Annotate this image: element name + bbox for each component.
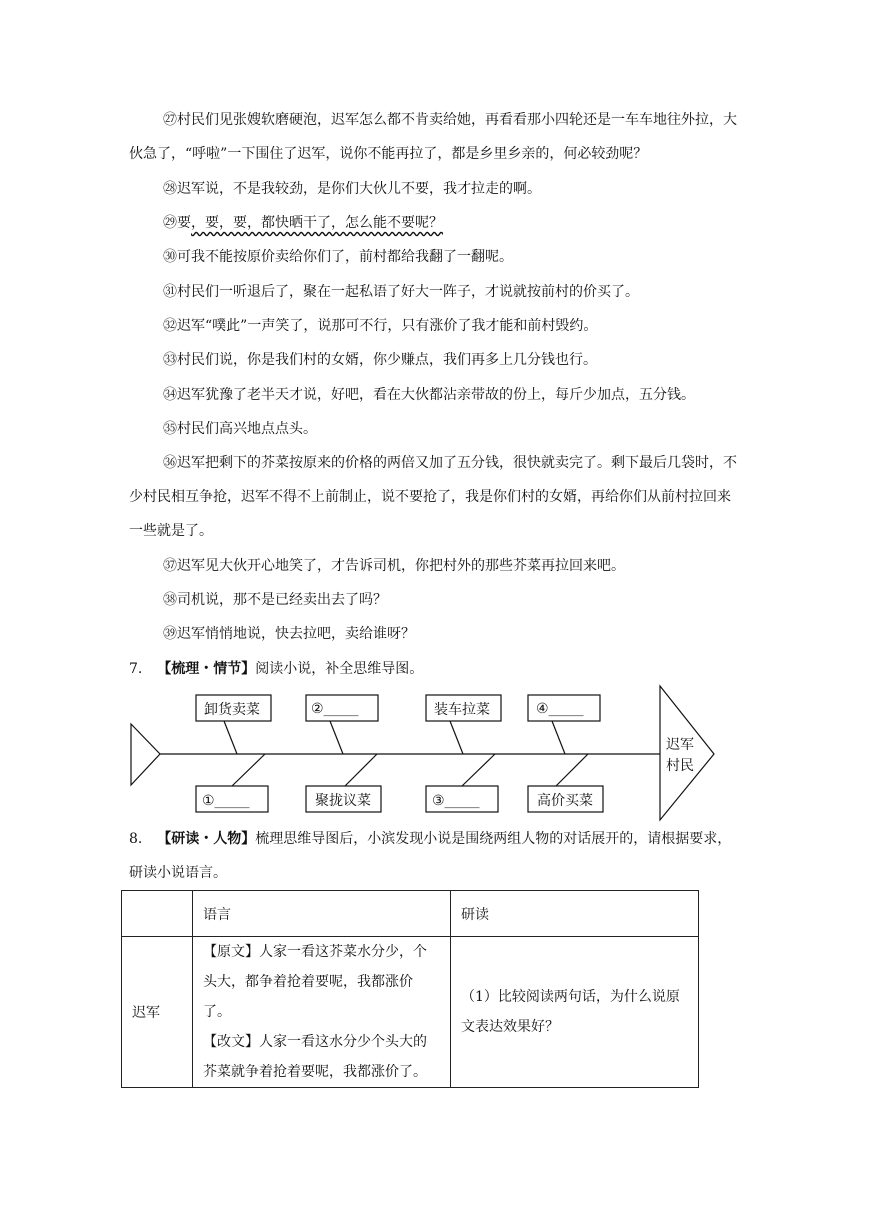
table-row — [122, 937, 699, 1088]
paragraph-33: ㉝村民们说，你是我们村的女婿，你少赚点，我们再多上几分钱也行。 — [163, 352, 597, 368]
table-row-label: 迟军 — [122, 937, 193, 1088]
paragraph-28: ㉘迟军说，不是我较劲，是你们大伙儿不要，我才拉走的啊。 — [163, 181, 541, 197]
paragraph-37: ㊲迟军见大伙开心地笑了，才告诉司机，你把村外的那些芥菜再拉回来吧。 — [163, 558, 625, 574]
question-7-text: 阅读小说，补全思维导图。 — [255, 661, 424, 677]
paragraph-27: ㉗村民们见张嫂软磨硬泡，迟军怎么都不肯卖给她，再看看那小四轮还是一车车地往外拉，大伙急了，“呼啦”一下围住了迟军，说你不能再拉了，都是乡里乡亲的，何必较劲呢？ — [129, 112, 737, 162]
question-8-text: 梳理思维导图后，小滨发现小说是围绕两组人物的对话展开的，请根据要求，研读小说语言。 — [129, 831, 732, 881]
paragraph-32: ㉜迟军“噗此”一声笑了，说那可不行，只有涨价了我才能和前村毁约。 — [163, 318, 598, 334]
paragraph-29-underlined: ，要，要，都快晒干了，怎么能不要呢？ — [191, 215, 443, 231]
revised-tag: 【改文】 — [203, 1034, 259, 1050]
fishbone-top-box-4: ④_____ — [536, 701, 584, 717]
table-header-blank — [122, 891, 193, 937]
question-8-number: 8. — [129, 831, 143, 847]
paragraph-35: ㉟村民们高兴地点点头。 — [163, 421, 317, 437]
paragraph-31: ㉛村民们一听退后了，聚在一起私语了好大一阵子，才说就按前村的价买了。 — [163, 284, 639, 300]
original-sentence — [203, 937, 440, 1027]
table-header-language: 语言 — [193, 891, 451, 937]
fishbone-head-label-1: 迟军 — [666, 737, 694, 753]
table-header-row — [122, 891, 699, 937]
table-header-study: 研读 — [451, 891, 699, 937]
question-7-number: 7. — [129, 661, 143, 677]
fishbone-top-box-3: 装车拉菜 — [434, 702, 490, 718]
paragraph-36: ㊱迟军把剩下的芥菜按原来的价格的两倍又加了五分钱，很快就卖完了。剩下最后几袋时，不少村民相互争抢，迟军不得不上前制止，说不要抢了，我是你们村的女婿，再给你们从前村拉回来一些就是了。 — [129, 455, 737, 539]
question-8 — [129, 822, 741, 890]
original-tag: 【原文】 — [203, 944, 259, 960]
revised-text: 人家一看这水分少个头大的芥菜就争着抢着要呢，我都涨价了。 — [203, 1034, 427, 1080]
fishbone-bottom-box-3: ③_____ — [432, 793, 480, 809]
table-study-cell — [451, 937, 699, 1088]
fishbone-head-label-2: 村民 — [666, 758, 694, 774]
fishbone-bottom-box-4: 高价买菜 — [537, 793, 593, 809]
study-question: （1）比较阅读两句话，为什么说原文表达效果好？ — [461, 989, 680, 1035]
fishbone-bottom-box-1: ①_____ — [202, 793, 250, 809]
study-table — [121, 890, 699, 1088]
paragraph-30: ㉚可我不能按原价卖给你们了，前村都给我翻了一翻呢。 — [163, 249, 513, 265]
table-language-cell — [193, 937, 451, 1088]
question-8-tag: 【研读・人物】 — [157, 831, 256, 847]
paragraph-39: ㊴迟军悄悄地说，快去拉吧，卖给谁呀？ — [163, 626, 415, 642]
paragraph-38: ㊳司机说，那不是已经卖出去了吗？ — [163, 592, 387, 608]
paragraph-34: ㉞迟军犹豫了老半天才说，好吧，看在大伙都沾亲带故的份上，每斤少加点，五分钱。 — [163, 387, 695, 403]
paragraph-29-start: ㉙要 — [163, 215, 191, 231]
original-text: 人家一看这芥菜水分少，个头大，都争着抢着要呢，我都涨价了。 — [203, 944, 427, 1020]
revised-sentence — [203, 1027, 440, 1087]
fishbone-top-box-1: 卸货卖菜 — [204, 702, 260, 718]
fishbone-top-box-2: ②_____ — [311, 701, 359, 717]
fishbone-bottom-box-2: 聚拢议菜 — [315, 793, 371, 809]
question-7-tag: 【梳理・情节】 — [157, 661, 256, 677]
